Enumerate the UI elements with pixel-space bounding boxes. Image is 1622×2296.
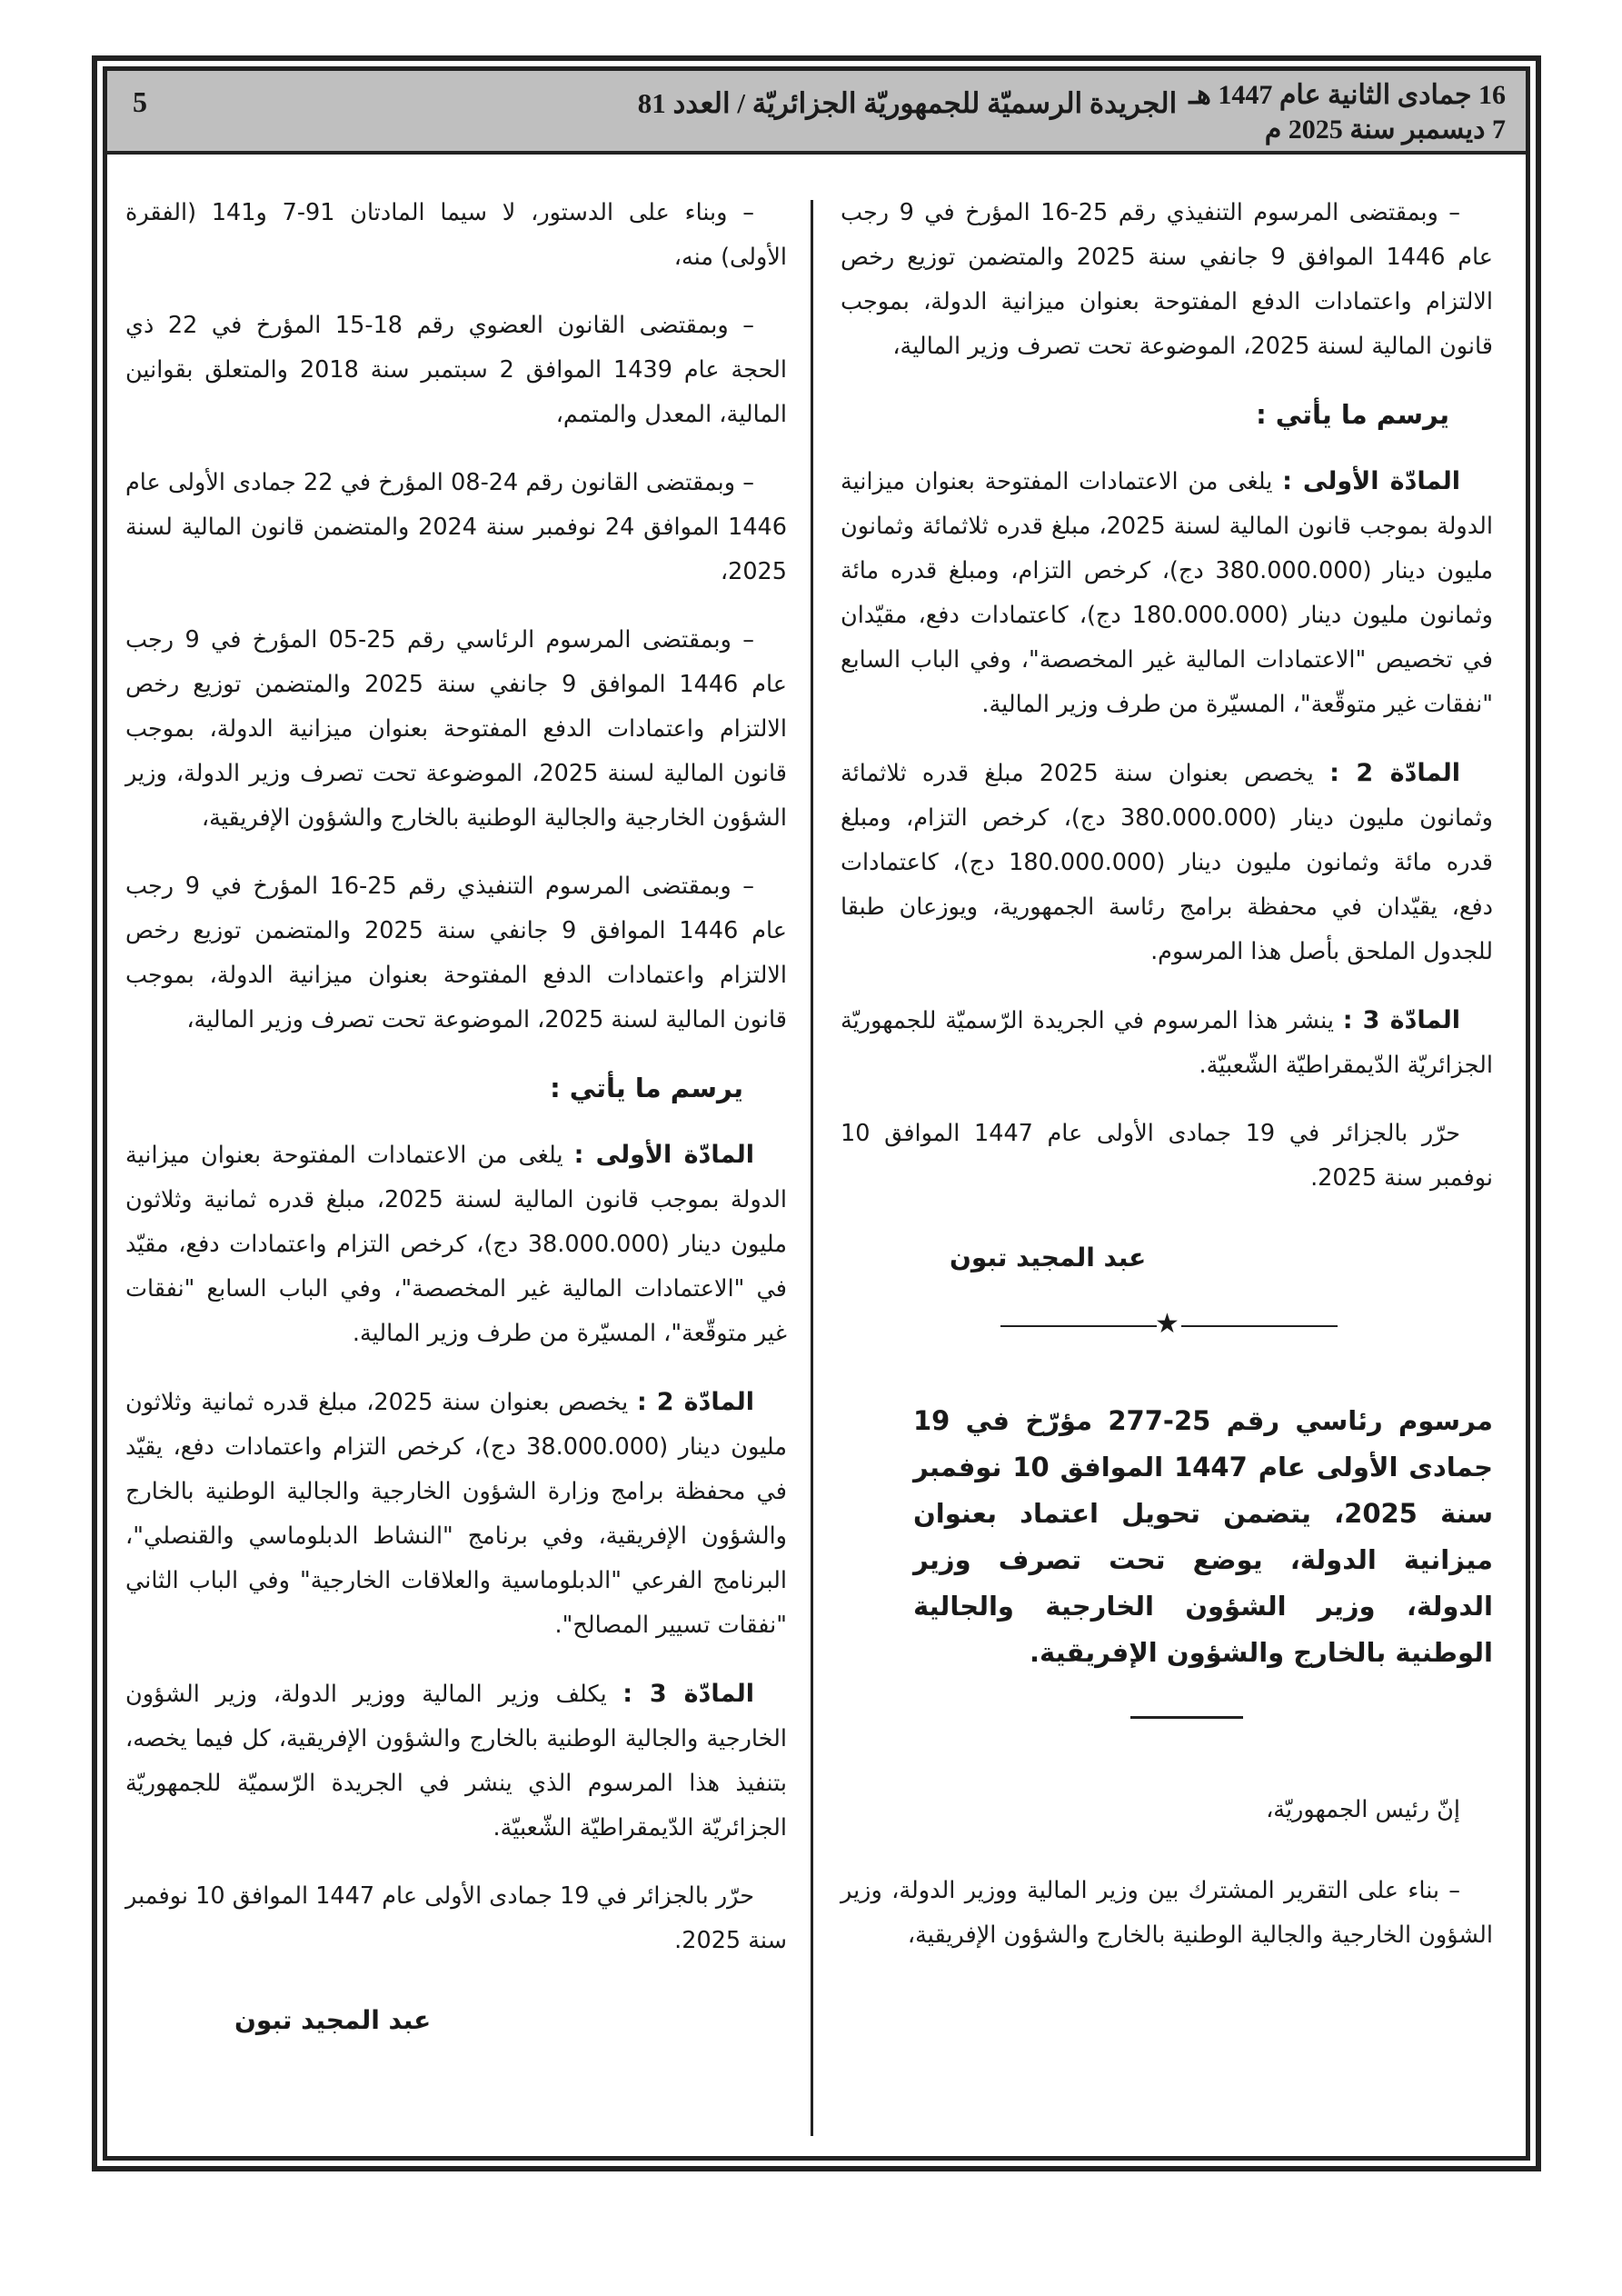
- gazette-header: [107, 71, 1526, 155]
- header-title: الجريدة الرسميّة للجمهوريّة الجزائريّة / العدد 81: [637, 87, 1178, 119]
- article-1-label: المادّة الأولى :: [1282, 467, 1461, 495]
- article-2: [125, 1380, 787, 1648]
- signature: عبد المجيد تبون: [950, 1243, 1147, 1273]
- divider-rule-left: [1000, 1325, 1157, 1327]
- decrees-heading: يرسم ما يأتي :: [550, 1073, 743, 1103]
- article-3-text: ينشر هذا المرسوم في الجريدة الرّسميّة للجمهوريّة الجزائريّة الدّيمقراطيّة الشّعبيّة.: [841, 1007, 1493, 1079]
- decree-title: مرسوم رئاسي رقم 25-277 مؤرّخ في 19 جمادى الأولى عام 1447 الموافق 10 نوفمبر سنة 2025، يتضمن تحويل اعتماد بعنوان ميزانية الدولة، يوضع تحت تصرف وزير الدولة، وزير الشؤون الخارجية والجالية الوطنية بالخارج والشؤون الإفريقية.: [913, 1405, 1493, 1668]
- article-2-text: يخصص بعنوان سنة 2025 مبلغ قدره ثلاثمائة وثمانون مليون دينار (380.000.000 دج)، كرخص التزام، ومبلغ قدره مائة وثمانون مليون دينار (180.000.000 دج)، كاعتمادات دفع، يقيّدان في محفظة برامج رئاسة الجمهورية، ويوزعان طبقا للجدول الملحق بأصل هذا المرسوم.: [841, 760, 1494, 965]
- left-column: [125, 191, 787, 2070]
- done-at: حرّر بالجزائر في 19 جمادى الأولى عام 1447 الموافق 10 نوفمبر سنة 2025.: [841, 1120, 1493, 1192]
- done-at: حرّر بالجزائر في 19 جمادى الأولى عام 1447 الموافق 10 نوفمبر سنة 2025.: [125, 1882, 787, 1954]
- right-column: [841, 191, 1493, 1982]
- visa-finance-law: – وبمقتضى القانون رقم 24-08 المؤرخ في 22 جمادى الأولى عام 1446 الموافق 24 نوفمبر سنة 2024 والمتضمن قانون المالية لسنة 2025،: [125, 469, 788, 585]
- visa-executive-decree: – وبمقتضى المرسوم التنفيذي رقم 25-16 المؤرخ في 9 رجب عام 1446 الموافق 9 جانفي سنة 2025 والمتضمن توزيع رخص الالتزام واعتمادات الدفع المفتوحة بعنوان ميزانية الدولة، بموجب قانون المالية لسنة 2025، الموضوعة تحت تصرف وزير المالية،: [125, 873, 787, 1033]
- article-2-label: المادّة 2 :: [636, 1388, 755, 1416]
- short-rule: [1130, 1716, 1243, 1719]
- page-number: 5: [133, 85, 147, 118]
- header-date-hijri: 16 جمادى الثانية عام 1447 هـ: [1189, 80, 1506, 110]
- visa-organic-law: – وبمقتضى القانون العضوي رقم 18-15 المؤرخ في 22 ذي الحجة عام 1439 الموافق 2 سبتمبر سنة 2018 والمتعلق بقوانين المالية، المعدل والمتمم،: [125, 312, 788, 428]
- article-3: [125, 1672, 787, 1851]
- article-1: [841, 459, 1493, 727]
- visa-constitution: – وبناء على الدستور، لا سيما المادتان 91-7 و141 (الفقرة الأولى) منه،: [125, 199, 787, 271]
- article-2-label: المادّة 2 :: [1329, 759, 1461, 787]
- article-1-label: المادّة الأولى :: [573, 1141, 755, 1169]
- article-1-text: يلغى من الاعتمادات المفتوحة بعنوان ميزانية الدولة بموجب قانون المالية لسنة 2025، مبلغ قدره ثلاثمائة وثمانون مليون دينار (380.000.000 دج)، كرخص التزام، ومبلغ قدره مائة وثمانون مليون دينار (180.000.000 دج)، كاعتمادات دفع، مقيّدان في تخصيص "الاعتمادات المالية غير المخصصة"، وفي الباب السابع "نفقات غير متوقّعة"، المسيّرة من طرف وزير المالية.: [841, 468, 1493, 718]
- star-divider: [841, 1307, 1493, 1343]
- visa-presidential-decree: – وبمقتضى المرسوم الرئاسي رقم 25-05 المؤرخ في 9 رجب عام 1446 الموافق 9 جانفي سنة 2025 والمتضمن توزيع رخص الالتزام واعتمادات الدفع المفتوحة بعنوان ميزانية الدولة، بموجب قانون المالية لسنة 2025، الموضوعة تحت تصرف وزير الدولة، وزير الشؤون الخارجية والجالية الوطنية بالخارج والشؤون الإفريقية،: [125, 626, 787, 832]
- article-1-text: يلغى من الاعتمادات المفتوحة بعنوان ميزانية الدولة بموجب قانون المالية لسنة 2025، مبلغ قدره ثمانية وثلاثون مليون دينار (38.000.000 دج)، كرخص التزام واعتمادات دفع، مقيّد في "الاعتمادات المالية غير المخصصة"، وفي الباب السابع "نفقات غير متوقّعة"، المسيّرة من طرف وزير المالية.: [125, 1142, 788, 1347]
- article-1: [125, 1133, 787, 1356]
- article-2-text: يخصص بعنوان سنة 2025، مبلغ قدره ثمانية وثلاثون مليون دينار (38.000.000 دج)، كرخص التزام واعتمادات دفع، يقيّد في محفظة برامج وزارة الشؤون الخارجية والجالية الوطنية بالخارج والشؤون الإفريقية، وفي برنامج "النشاط الدبلوماسي والقنصلي"، البرنامج الفرعي "الدبلوماسية والعلاقات الخارجية" وفي الباب الثاني "نفقات تسيير المصالح".: [125, 1389, 787, 1639]
- visa-executive-decree: – وبمقتضى المرسوم التنفيذي رقم 25-16 المؤرخ في 9 رجب عام 1446 الموافق 9 جانفي سنة 2025 والمتضمن توزيع رخص الالتزام واعتمادات الدفع المفتوحة بعنوان ميزانية الدولة، بموجب قانون المالية لسنة 2025، الموضوعة تحت تصرف وزير المالية،: [841, 199, 1493, 360]
- article-3-label: المادّة 3 :: [1342, 1006, 1461, 1034]
- article-3: [841, 998, 1493, 1088]
- article-2: [841, 751, 1493, 974]
- article-3-text: يكلف وزير المالية ووزير الدولة، وزير الشؤون الخارجية والجالية الوطنية بالخارج والشؤون الإفريقية، كل فيما يخصه، بتنفيذ هذا المرسوم الذي ينشر في الجريدة الرّسميّة للجمهوريّة الجزائريّة الدّيمقراطيّة الشّعبيّة.: [125, 1681, 787, 1842]
- star-icon: ★: [1155, 1308, 1179, 1340]
- article-3-label: المادّة 3 :: [622, 1680, 755, 1708]
- header-date-gregorian: 7 ديسمبر سنة 2025 م: [1264, 115, 1506, 145]
- divider-rule-right: [1181, 1325, 1338, 1327]
- visa-joint-report: – بناء على التقرير المشترك بين وزير المالية ووزير الدولة، وزير الشؤون الخارجية والجالية الوطنية بالخارج والشؤون الإفريقية،: [841, 1877, 1493, 1949]
- column-divider: [811, 200, 813, 2136]
- decrees-heading: يرسم ما يأتي :: [1256, 399, 1449, 430]
- president-intro: إنّ رئيس الجمهوريّة،: [1266, 1796, 1460, 1823]
- signature: عبد المجيد تبون: [234, 2005, 432, 2035]
